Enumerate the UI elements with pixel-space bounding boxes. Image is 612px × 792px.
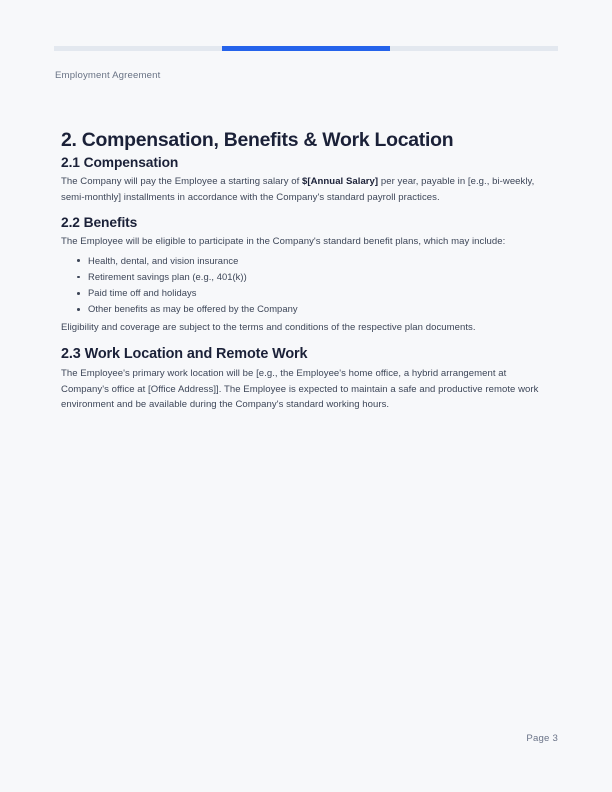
paragraph-compensation [61,174,553,205]
compensation-text-after: per year, payable in [e.g., bi-weekly, semi-monthly] installments in accordance with the Company's standard payroll practices. [61,176,535,203]
page-number: Page 3 [526,733,558,744]
progress-segment-3 [390,46,558,51]
page-title: 2. Compensation, Benefits & Work Location [61,129,454,151]
section-heading-work-location: 2.3 Work Location and Remote Work [61,346,308,363]
document-content [61,128,553,413]
benefit-label: Retirement savings plan (e.g., 401(k)) [88,270,247,282]
compensation-text-before: The Company will pay the Employee a starting salary of [61,176,303,187]
section-heading-benefits: 2.2 Benefits [61,215,138,231]
progress-segment-2-active [222,46,390,51]
paragraph-benefits-intro: The Employee will be eligible to participate in the Company's standard benefit plans, which may include: [61,236,506,248]
benefit-label: Other benefits as may be offered by the Company [88,303,298,315]
breadcrumb: Employment Agreement [55,70,161,81]
paragraph-benefits-closing: Eligibility and coverage are subject to the terms and conditions of the respective plan documents. [61,321,476,333]
list-item [88,301,553,317]
list-item [88,253,553,269]
section-heading-compensation: 2.1 Compensation [61,155,179,170]
list-item [88,285,553,301]
benefit-label: Paid time off and holidays [88,287,197,299]
progress-segment-1 [54,46,222,51]
paragraph-work-location: The Employee's primary work location will be [e.g., the Employee's home office, a hybrid arrangement at Company's office at [Office Address]]. The Employee is expected to maintain a safe and productive remote work environment and be available during the Company's standard working hours. [61,368,539,411]
benefit-label: Health, dental, and vision insurance [88,254,239,266]
list-item [88,269,553,285]
benefits-list [61,253,553,318]
section-progress-indicator [54,46,558,51]
annual-salary-placeholder: $[Annual Salary] [302,176,379,187]
